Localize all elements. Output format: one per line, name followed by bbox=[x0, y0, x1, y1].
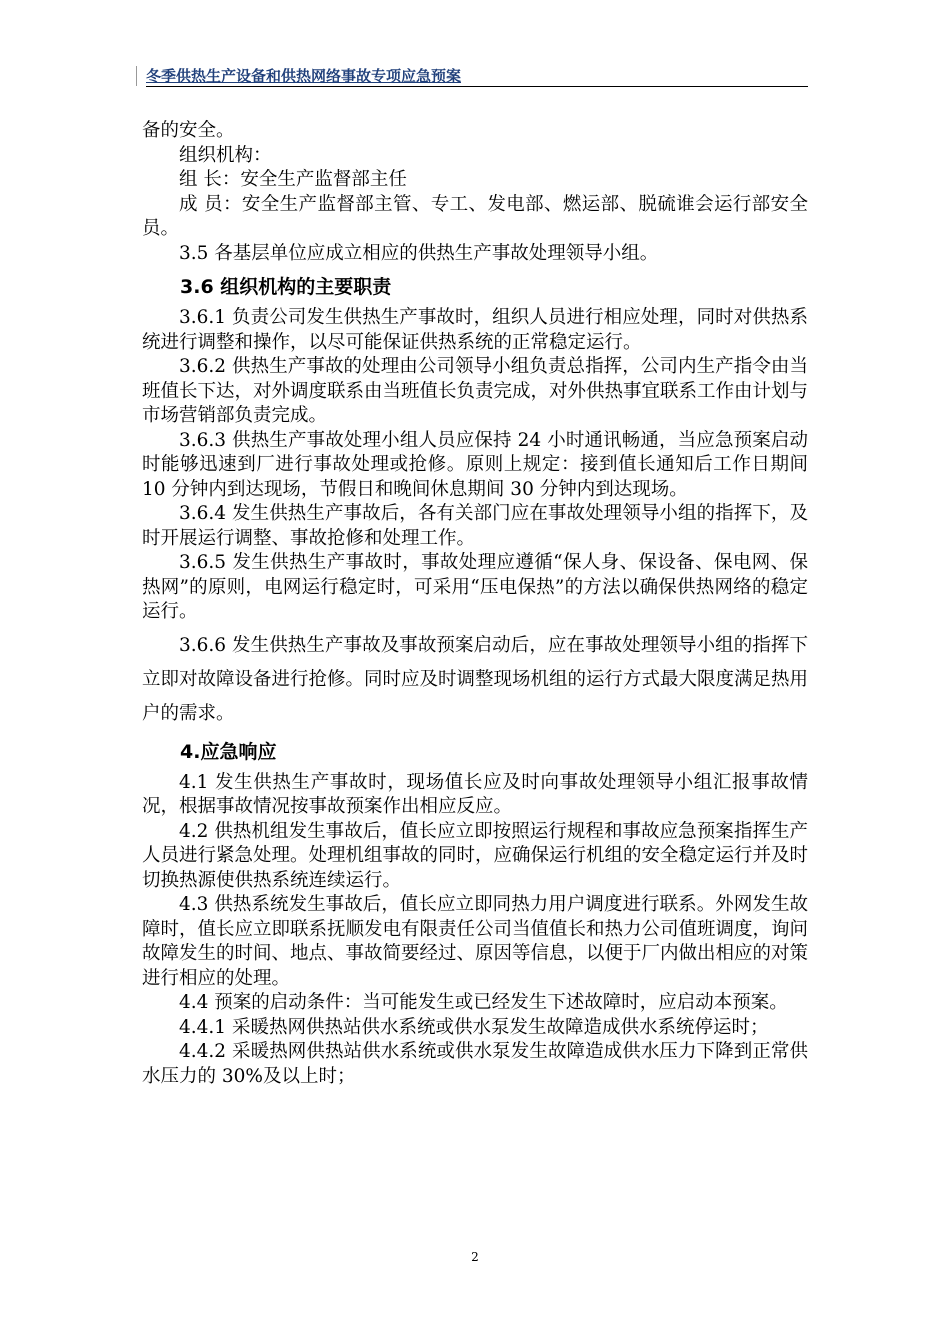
paragraph: 3.6.1 负责公司发生供热生产事故时，组织人员进行相应处理，同时对供热系统进行调整和操作，以尽可能保证供热系统的正常稳定运行。 bbox=[142, 307, 808, 353]
section-heading: 3.6 组织机构的主要职责 bbox=[180, 276, 392, 298]
paragraph: 4.4 预案的启动条件：当可能发生或已经发生下述故障时，应启动本预案。 bbox=[179, 992, 788, 1013]
paragraph: 组 长：安全生产监督部主任 bbox=[179, 169, 407, 190]
paragraph: 3.6.3 供热生产事故处理小组人员应保持 24 小时通讯畅通，当应急预案启动时能够迅速到厂进行事故处理或抢修。原则上规定：接到值长通知后工作日期间 10 分钟内到达现场，节假日和晚间休息期间 30 分钟内到达现场。 bbox=[142, 429, 808, 500]
header-title: 冬季供热生产设备和供热网络事故专项应急预案 bbox=[146, 67, 462, 85]
paragraph: 4.4.1 采暖热网供热站供水系统或供水泵发生故障造成供水系统停运时； bbox=[179, 1016, 769, 1038]
page-header bbox=[136, 64, 808, 88]
paragraph: 3.5 各基层单位应成立相应的供热生产事故处理领导小组。 bbox=[179, 242, 659, 264]
paragraph: 备的安全。 bbox=[142, 120, 235, 141]
paragraph: 3.6.5 发生供热生产事故时，事故处理应遵循“保人身、保设备、保电网、保热网”的原则，电网运行稳定时，可采用“压电保热”的方法以确保供热网络的稳定运行。 bbox=[142, 552, 808, 622]
document-body bbox=[142, 119, 808, 1089]
header-margin-mark bbox=[136, 66, 137, 86]
paragraph: 4.3 供热系统发生事故后，值长应立即同热力用户调度进行联系。外网发生故障时，值长应立即联系抚顺发电有限责任公司当值值长和热力公司值班调度，询问故障发生的时间、地点、事故简要经过、原因等信息，以便于厂内做出相应的对策进行相应的处理。 bbox=[142, 894, 809, 989]
page-number: 2 bbox=[471, 1250, 479, 1264]
paragraph: 3.6.6 发生供热生产事故及事故预案启动后，应在事故处理领导小组的指挥下立即对故障设备进行抢修。同时应及时调整现场机组的运行方式最大限度满足热用户的需求。 bbox=[142, 634, 809, 724]
paragraph: 3.6.4 发生供热生产事故后，各有关部门应在事故处理领导小组的指挥下，及时开展运行调整、事故抢修和处理工作。 bbox=[142, 503, 808, 549]
section-heading: 4.应急响应 bbox=[180, 740, 277, 763]
paragraph: 4.4.2 采暖热网供热站供水系统或供水泵发生故障造成供水压力下降到正常供水压力的 30%及以上时； bbox=[142, 1041, 808, 1087]
paragraph: 3.6.2 供热生产事故的处理由公司领导小组负责总指挥，公司内生产指令由当班值长下达，对外调度联系由当班值长负责完成，对外供热事宜联系工作由计划与市场营销部负责完成。 bbox=[142, 356, 809, 426]
paragraph: 组织机构： bbox=[179, 144, 272, 166]
header-rule bbox=[146, 86, 808, 87]
paragraph: 成 员：安全生产监督部主管、专工、发电部、燃运部、脱硫谁会运行部安全员。 bbox=[142, 193, 808, 239]
paragraph: 4.1 发生供热生产事故时，现场值长应及时向事故处理领导小组汇报事故情况，根据事故情况按事故预案作出相应反应。 bbox=[142, 771, 808, 817]
paragraph: 4.2 供热机组发生事故后，值长应立即按照运行规程和事故应急预案指挥生产人员进行紧急处理。处理机组事故的同时，应确保运行机组的安全稳定运行并及时切换热源使供热系统连续运行。 bbox=[142, 820, 809, 891]
